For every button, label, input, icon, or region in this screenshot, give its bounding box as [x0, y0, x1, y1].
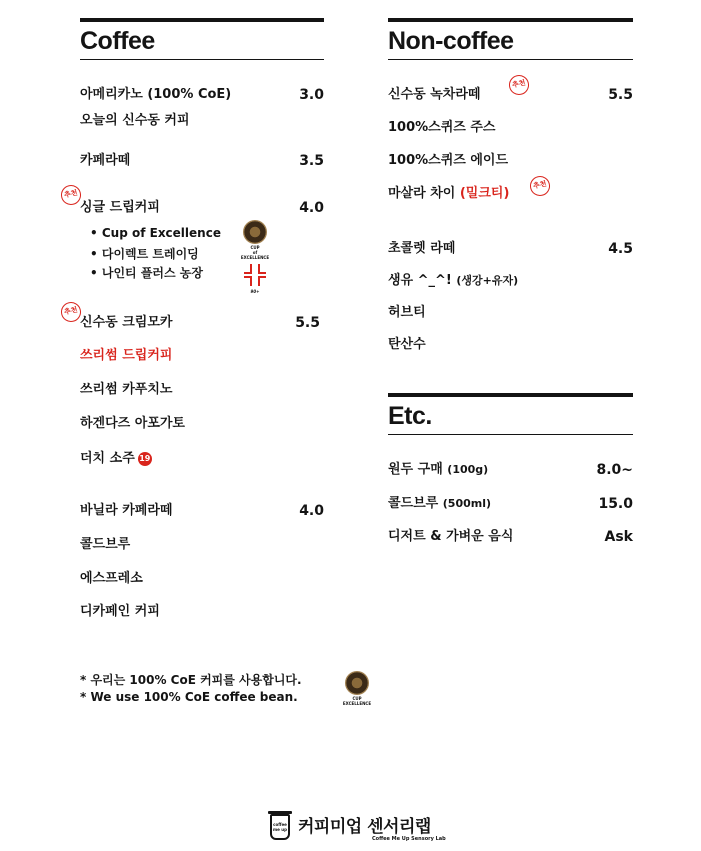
- item-name: 쓰리썸 드립커피: [80, 348, 173, 363]
- item-price: Ask: [604, 529, 633, 545]
- item-price: 8.0~: [596, 462, 633, 478]
- item-price: 4.0: [299, 503, 324, 519]
- item-name: 초콜렛 라떼: [388, 241, 456, 256]
- item-name: 콜드브루: [80, 537, 131, 552]
- item-name: 쓰리썸 카푸치노: [80, 382, 173, 397]
- coe-logo-text: CUP EXCELLENCE: [342, 696, 372, 706]
- noncoffee-title: Non-coffee: [388, 22, 633, 60]
- item-name: 오늘의 신수동 커피: [80, 113, 190, 128]
- recommend-badge: 추천: [59, 183, 83, 207]
- coffee-title: Coffee: [80, 22, 324, 60]
- item-name: 100%스퀴즈 에이드: [388, 153, 509, 168]
- item-price: 5.5: [295, 315, 320, 331]
- ninety-plus-logo: [244, 264, 266, 286]
- drip-option: • Cup of Excellence: [90, 226, 221, 240]
- ninety-plus-logo-text: 90+: [250, 289, 260, 294]
- coe-logo-text: CUP of EXCELLENCE: [240, 245, 270, 260]
- item-price: 4.5: [608, 241, 633, 257]
- item-name: 100%스퀴즈 주스: [388, 120, 496, 135]
- recommend-badge: 추천: [507, 73, 531, 97]
- item-name: 원두 구매 (100g): [388, 462, 489, 477]
- cup-of-excellence-logo: [243, 220, 267, 244]
- item-name: 에스프레소: [80, 571, 143, 586]
- item-price: 3.5: [299, 153, 324, 169]
- item-name: 신수동 녹차라떼: [388, 87, 481, 102]
- drip-option: • 다이렉트 트레이딩: [90, 245, 199, 262]
- item-name: 마살라 차이 (밀크티): [388, 186, 510, 201]
- cup-icon: coffee me up: [270, 814, 290, 840]
- item-name: 탄산수: [388, 337, 426, 352]
- item-name: 하겐다즈 아포가토: [80, 416, 185, 431]
- etc-title: Etc.: [388, 397, 633, 435]
- item-price: 15.0: [598, 496, 633, 512]
- age-19-badge: 19: [138, 452, 152, 466]
- item-name: 디카페인 커피: [80, 604, 160, 619]
- drip-option: • 나인티 플러스 농장: [90, 264, 203, 281]
- brand-subtitle: Coffee Me Up Sensory Lab: [372, 836, 446, 842]
- item-name: 허브티: [388, 305, 426, 320]
- brand-name: 커피미업 센서리랩: [298, 817, 431, 837]
- item-price: 4.0: [299, 200, 324, 216]
- recommend-badge: 추천: [59, 300, 83, 324]
- item-name: 디저트 & 가벼운 음식: [388, 529, 514, 544]
- recommend-badge: 추천: [528, 174, 552, 198]
- cup-of-excellence-logo: [345, 671, 369, 695]
- note-english: * We use 100% CoE coffee bean.: [80, 690, 298, 704]
- item-name: 카페라떼: [80, 153, 131, 168]
- item-name: 싱글 드립커피: [80, 200, 160, 215]
- item-price: 3.0: [299, 87, 324, 103]
- item-price: 5.5: [608, 87, 633, 103]
- item-name: 아메리카노 (100% CoE): [80, 87, 232, 102]
- item-name: 더치 소주 19: [80, 451, 151, 466]
- brand-logo: [268, 808, 448, 848]
- etc-items: [388, 0, 633, 851]
- item-name: 생유 ^_^! (생강+유자): [388, 273, 519, 288]
- item-name: 신수동 크림모카: [80, 315, 173, 330]
- item-name: 바닐라 카페라떼: [80, 503, 173, 518]
- item-name: 콜드브루 (500ml): [388, 496, 492, 511]
- coffee-items: [63, 0, 324, 851]
- note-korean: * 우리는 100% CoE 커피를 사용합니다.: [80, 673, 302, 687]
